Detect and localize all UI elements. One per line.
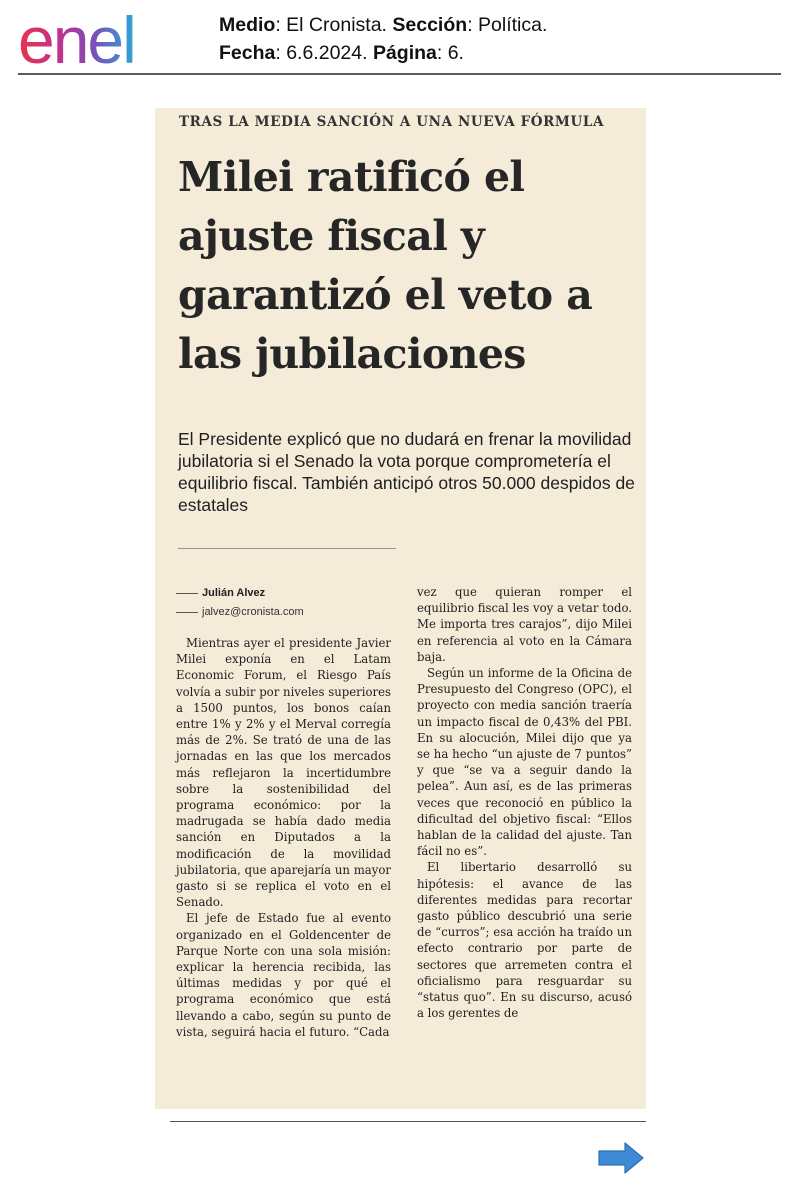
seccion-label: Sección: [392, 14, 468, 36]
pagina-label: Página: [372, 42, 437, 64]
fecha-value: : 6.6.2024.: [275, 42, 373, 64]
fecha-line: [219, 39, 547, 67]
author-byline: [176, 584, 391, 603]
author-email-line: [176, 603, 391, 622]
enel-logo: [18, 6, 190, 68]
column-right: [417, 584, 632, 1021]
metadata: [219, 11, 547, 67]
right-arrow-icon[interactable]: [597, 1141, 645, 1175]
section-divider: [178, 548, 396, 549]
paragraph: Mientras ayer el presidente Javier Milei exponía en el Latam Economic Forum, el Riesgo País volvía a subir por niveles superiores a 1500 puntos, los bonos caían entre 1% y 2% y el Merval corregía más de 2%. Se trató de una de las jornadas en las que los mercados más reflejaron la incertidumbre sobre la sostenibilidad del programa económico: por la madrugada se había dado media sanción en Diputados a la modificación de la movilidad jubilatoria, que aparejaría un mayor gasto si se replica el voto en el Senado.: [176, 636, 391, 910]
article-headline: Milei ratificó el ajuste fiscal y garantizó el veto a las jubilaciones: [178, 153, 593, 378]
medio-value: : El Cronista.: [275, 14, 393, 36]
paragraph: Según un informe de la Oficina de Presupuesto del Congreso (OPC), el proyecto con media sanción traería un impacto fiscal de 0,43% del PBI. En su alocución, Milei dijo que ya se ha hecho “un ajuste de 7 puntos” y que “se va a seguir dando la pelea”. Aun así, es de las primeras veces que reconoció en público la dificultad del objetivo fiscal: “Ellos hablan de la calidad del ajuste. Tan fácil no es”.: [417, 666, 632, 859]
author-email: jalvez@cronista.com: [202, 606, 304, 618]
footer-divider: [170, 1121, 646, 1122]
newspaper-clipping: [155, 108, 646, 1109]
medio-label: Medio: [219, 14, 276, 36]
paragraph: vez que quieran romper el equilibrio fiscal les voy a vetar todo. Me importa tres carajos”, dijo Milei en referencia al voto en la Cámara baja.: [417, 585, 632, 664]
fecha-label: Fecha: [219, 42, 276, 64]
header-divider: [18, 73, 781, 75]
author-name: Julián Alvez: [202, 587, 266, 599]
paragraph: El jefe de Estado fue al evento organizado en el Goldencenter de Parque Norte con una sola misión: explicar la herencia recibida, las últimas medidas y por qué el programa económico que está llevando a cabo, según su punto de vista, seguirá hacia el futuro. “Cada: [176, 911, 391, 1039]
paragraph: El libertario desarrolló su hipótesis: el avance de las diferentes medidas para recortar gasto público descubrió una serie de “curros”; esa acción ha traído un efecto contrario por parte de sectores que arremeten contra el oficialismo para resguardar su “status quo”. En su discurso, acusó a los gerentes de: [417, 860, 632, 1021]
body-text-left: [176, 635, 391, 1040]
pagina-value: : 6.: [436, 42, 464, 64]
article-kicker: TRAS LA MEDIA SANCIÓN A UNA NUEVA FÓRMULA: [179, 114, 605, 130]
svg-text:enel: enel: [18, 6, 135, 68]
article-dek: El Presidente explicó que no dudará en frenar la movilidad jubilatoria si el Senado la vota porque comprometería el equilibrio fiscal. También anticipó otros 50.000 despidos de estatales: [178, 429, 635, 515]
column-left: [176, 584, 391, 1040]
medio-line: [219, 11, 547, 39]
seccion-value: : Política.: [467, 14, 548, 36]
body-text-right: [417, 584, 632, 1021]
